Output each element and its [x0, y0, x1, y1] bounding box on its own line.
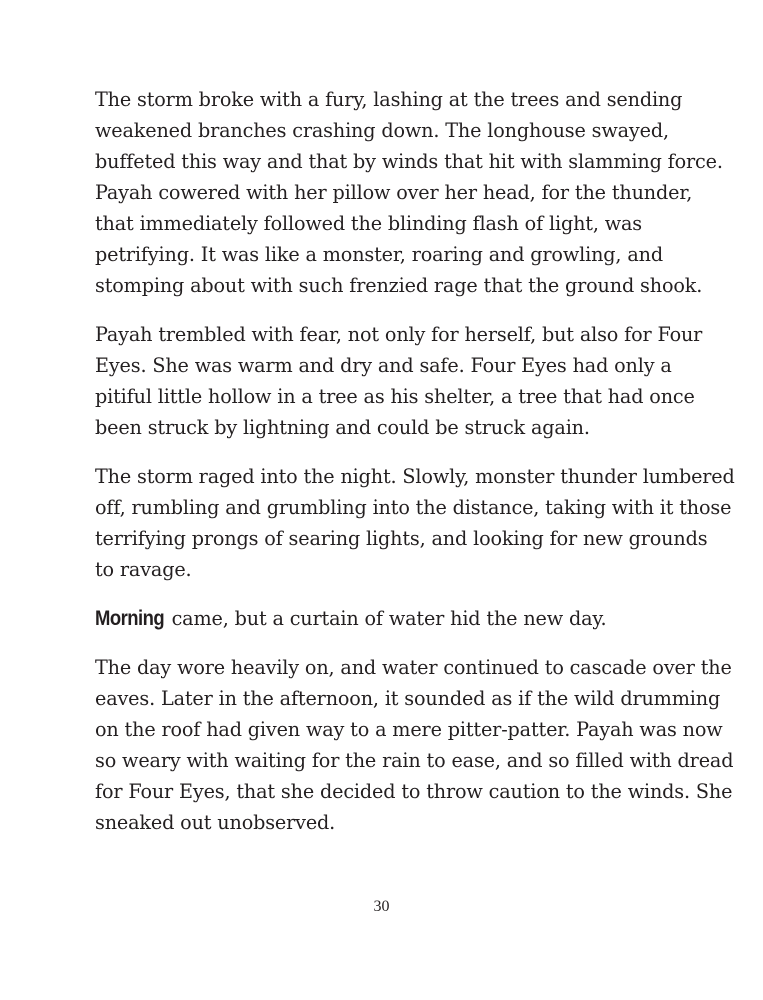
paragraph-morning: [95, 603, 675, 634]
text-line: so weary with waiting for the rain to ease, and so filled with dread: [95, 749, 734, 772]
text-line: The storm raged into the night. Slowly, monster thunder lumbered: [95, 465, 735, 488]
page-number: 30: [373, 898, 390, 915]
paragraph-day: [95, 652, 734, 838]
text-line: buffeted this way and that by winds that hit with slamming force.: [95, 150, 723, 173]
text-line: petrifying. It was like a monster, roaring and growling, and: [95, 243, 663, 266]
text-line: stomping about with such frenzied rage that the ground shook.: [95, 274, 703, 297]
text-line: that immediately followed the blinding flash of light, was: [95, 212, 642, 235]
text-line: to ravage.: [95, 558, 192, 581]
text-line: The storm broke with a fury, lashing at the trees and sending: [95, 88, 683, 111]
text-line: Eyes. She was warm and dry and safe. Four Eyes had only a: [95, 354, 672, 377]
text-line: on the roof had given way to a mere pitter-patter. Payah was now: [95, 718, 723, 741]
paragraph-storm: [95, 84, 723, 301]
text-line: The day wore heavily on, and water continued to cascade over the: [95, 656, 732, 679]
text-line: pitiful little hollow in a tree as his shelter, a tree that had once: [95, 385, 695, 408]
text-line: [95, 603, 675, 634]
text-line: been struck by lightning and could be struck again.: [95, 416, 590, 439]
text-line: weakened branches crashing down. The longhouse swayed,: [95, 119, 669, 142]
text-line: terrifying prongs of searing lights, and looking for new grounds: [95, 527, 708, 550]
text-line: Payah trembled with fear, not only for herself, but also for Four: [95, 323, 703, 346]
paragraph-night: [95, 461, 735, 585]
text-line: sneaked out unobserved.: [95, 811, 336, 834]
text-line: for Four Eyes, that she decided to throw caution to the winds. She: [95, 780, 733, 803]
section-lead-word: Morning: [95, 607, 165, 630]
text-line: off, rumbling and grumbling into the distance, taking with it those: [95, 496, 732, 519]
paragraph-fear: [95, 319, 703, 443]
text-line-rest: came, but a curtain of water hid the new day.: [165, 607, 607, 630]
text-line: eaves. Later in the afternoon, it sounded as if the wild drumming: [95, 687, 721, 710]
text-line: Payah cowered with her pillow over her head, for the thunder,: [95, 181, 693, 204]
